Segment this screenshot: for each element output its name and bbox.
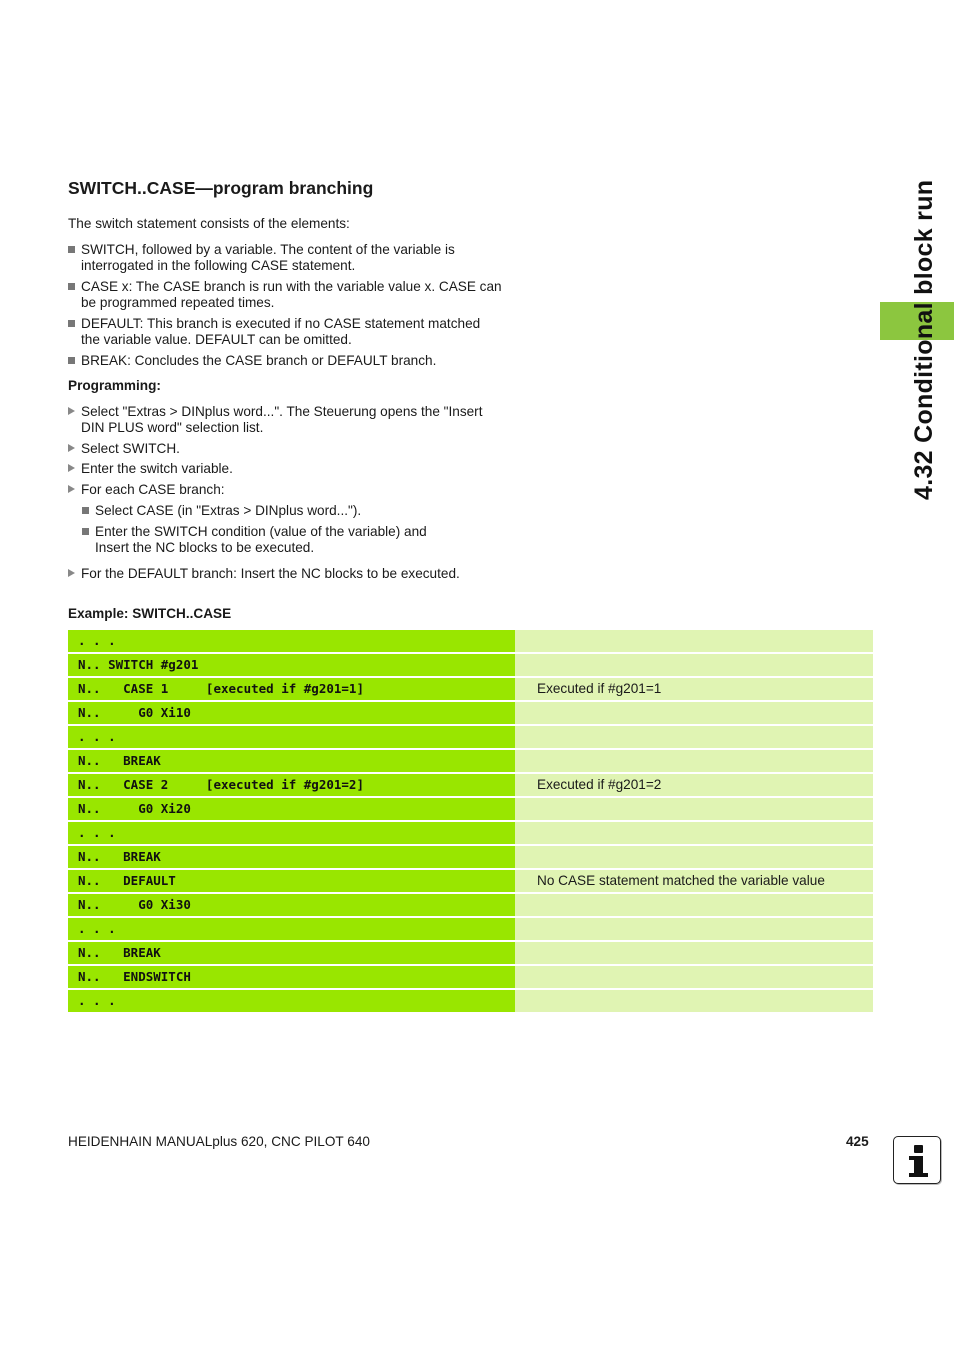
step-item [68, 441, 180, 457]
table-row [68, 894, 873, 916]
comment-cell [515, 702, 873, 724]
footer-manual-title: HEIDENHAIN MANUALplus 620, CNC PILOT 640 [68, 1134, 370, 1149]
step-line: Select SWITCH. [81, 441, 180, 456]
square-bullet-icon [68, 357, 75, 364]
step-item [68, 461, 233, 477]
step-line: For each CASE branch: [81, 482, 225, 497]
table-row [68, 966, 873, 988]
square-bullet-icon [82, 507, 89, 514]
example-label: Example: SWITCH..CASE [68, 606, 232, 621]
step-line: Select "Extras > DINplus word...". The Steuerung opens the "Insert [81, 404, 483, 419]
step-line: For the DEFAULT branch: Insert the NC blocks to be executed. [81, 566, 460, 581]
list-item-line: DEFAULT: This branch is executed if no CASE statement matched [81, 316, 481, 331]
code-cell: N.. CASE 1 [executed if #g201=1] [68, 678, 515, 700]
arrow-bullet-icon [68, 444, 75, 452]
step-item [68, 566, 460, 582]
section-heading: SWITCH..CASE—program branching [68, 178, 374, 198]
table-row [68, 774, 873, 796]
comment-cell: Executed if #g201=1 [515, 678, 873, 700]
list-item [68, 242, 455, 274]
comment-cell [515, 822, 873, 844]
code-cell: N.. BREAK [68, 846, 515, 868]
arrow-bullet-icon [68, 407, 75, 415]
step-item [68, 404, 482, 436]
table-row [68, 726, 873, 748]
list-item [68, 353, 436, 369]
comment-cell [515, 726, 873, 748]
comment-cell [515, 798, 873, 820]
list-item [68, 279, 502, 311]
square-bullet-icon [68, 320, 75, 327]
comment-cell [515, 918, 873, 940]
code-cell: N.. G0 Xi10 [68, 702, 515, 724]
code-cell: N.. G0 Xi30 [68, 894, 515, 916]
comment-cell [515, 750, 873, 772]
table-row [68, 942, 873, 964]
list-item-line: CASE x: The CASE branch is run with the variable value x. CASE can [81, 279, 502, 294]
code-cell: N.. G0 Xi20 [68, 798, 515, 820]
list-item-line: BREAK: Concludes the CASE branch or DEFAULT branch. [81, 353, 437, 368]
substep-item [82, 503, 361, 519]
intro-text: The switch statement consists of the elements: [68, 216, 350, 231]
list-item-line: the variable value. DEFAULT can be omitted. [81, 332, 352, 347]
square-bullet-icon [82, 528, 89, 535]
table-row [68, 798, 873, 820]
table-row [68, 822, 873, 844]
info-icon-base [909, 1173, 928, 1177]
code-cell: N.. CASE 2 [executed if #g201=2] [68, 774, 515, 796]
code-cell: N.. BREAK [68, 750, 515, 772]
chapter-side-title: 4.32 Conditional block run [910, 179, 938, 500]
arrow-bullet-icon [68, 569, 75, 577]
square-bullet-icon [68, 283, 75, 290]
comment-cell [515, 990, 873, 1012]
table-row [68, 702, 873, 724]
comment-cell [515, 630, 873, 652]
list-item-line: be programmed repeated times. [81, 295, 275, 310]
page-number: 425 [846, 1134, 869, 1149]
step-line: Enter the switch variable. [81, 461, 233, 476]
arrow-bullet-icon [68, 485, 75, 493]
code-cell: N.. SWITCH #g201 [68, 654, 515, 676]
code-cell: . . . [68, 630, 515, 652]
substep-line: Enter the SWITCH condition (value of the variable) and [95, 524, 427, 539]
comment-cell [515, 846, 873, 868]
table-row [68, 990, 873, 1012]
code-cell: . . . [68, 918, 515, 940]
example-code-table [68, 630, 873, 1014]
substep-line: Select CASE (in "Extras > DINplus word..."). [95, 503, 362, 518]
code-cell: N.. ENDSWITCH [68, 966, 515, 988]
info-icon-dot [914, 1145, 923, 1153]
programming-label: Programming: [68, 378, 161, 393]
code-cell: . . . [68, 990, 515, 1012]
code-cell: N.. DEFAULT [68, 870, 515, 892]
comment-cell: No CASE statement matched the variable value [515, 870, 873, 892]
table-row [68, 750, 873, 772]
comment-cell [515, 654, 873, 676]
comment-cell [515, 894, 873, 916]
code-cell: . . . [68, 726, 515, 748]
step-line: DIN PLUS word" selection list. [81, 420, 264, 435]
arrow-bullet-icon [68, 464, 75, 472]
substep-line: Insert the NC blocks to be executed. [95, 540, 315, 555]
code-cell: N.. BREAK [68, 942, 515, 964]
table-row [68, 846, 873, 868]
table-row [68, 918, 873, 940]
table-row [68, 678, 873, 700]
list-item-line: SWITCH, followed by a variable. The content of the variable is [81, 242, 455, 257]
square-bullet-icon [68, 246, 75, 253]
comment-cell: Executed if #g201=2 [515, 774, 873, 796]
list-item [68, 316, 480, 348]
info-icon [893, 1136, 941, 1184]
comment-cell [515, 942, 873, 964]
comment-cell [515, 966, 873, 988]
table-row [68, 870, 873, 892]
table-row [68, 654, 873, 676]
code-cell: . . . [68, 822, 515, 844]
table-row [68, 630, 873, 652]
list-item-line: interrogated in the following CASE statement. [81, 258, 356, 273]
substep-item [82, 524, 427, 556]
step-item [68, 482, 225, 498]
